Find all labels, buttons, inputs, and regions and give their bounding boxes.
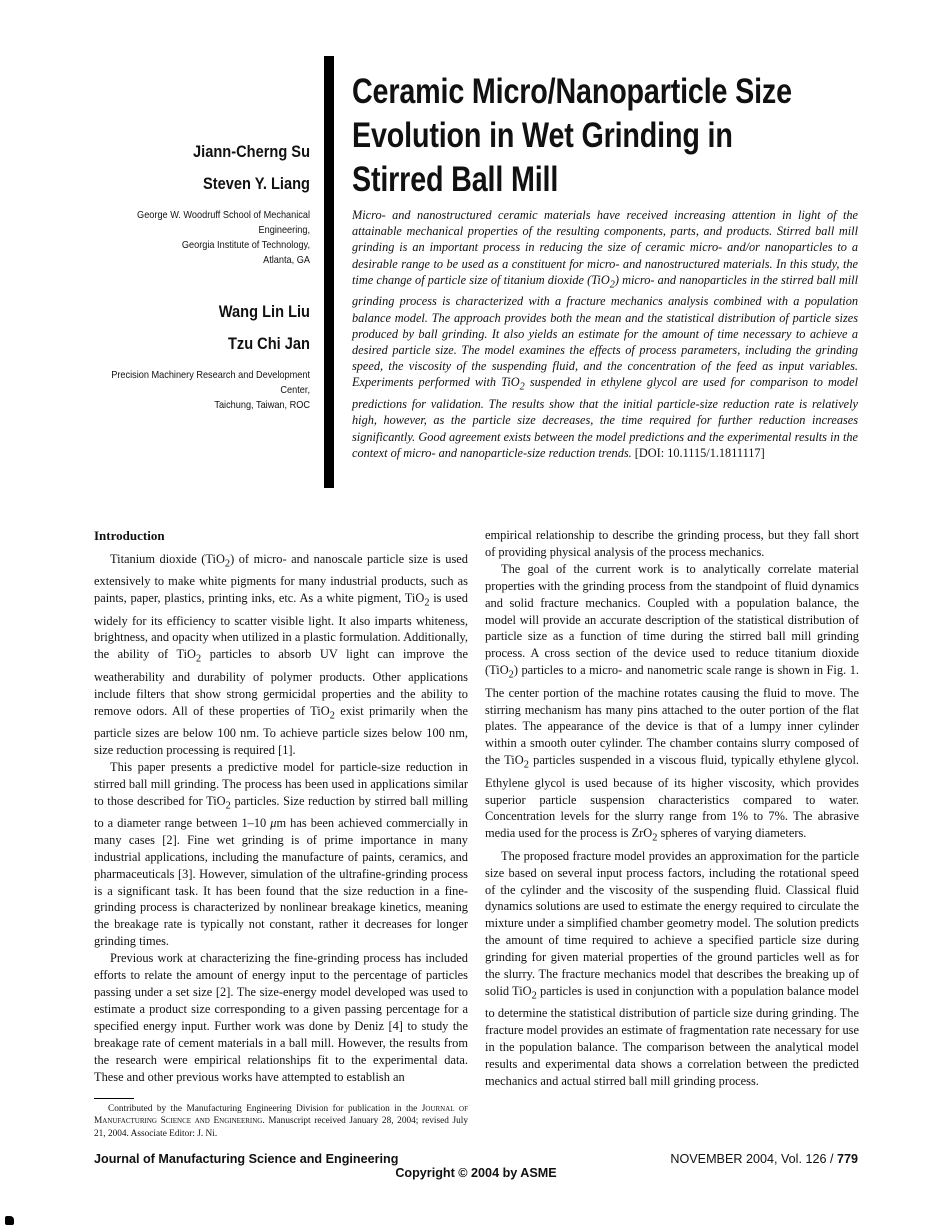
abstract: Micro- and nanostructured ceramic materials have received increasing attention in light of the attainable mechanical properties of the resulting components, parts, and products. Stirred ball mill grinding is an important process in reducing the size of ceramic micro- and/or nanoparticles to a desirable range to be used as a constituent for micro- and nanostructured materials. In this study, the time change of particle size of titanium dioxide (TiO$_2$) micro- and nanoparticles in the stirred ball mill grinding process is characterized with a fracture mechanics analysis combined with a population balance model. The approach provides both the mean and the statistical distribution of particle sizes produced by ball grinding. It also yields an estimate for the amount of time necessary to achieve a desired particle size. The model examines the effects of process parameters, including the grinding speed, the viscosity of the suspending fluid, and the concentration of the feed as input variables. Experiments performed with TiO$_2$ suspended in ethylene glycol are used for comparison to model predictions for validation. The results show that the initial particle-size reduction rate is relatively high, however, as the particle size decreases, the time required for further reduction increases significantly. Good agreement exists between the model predictions and the experimental results in the context of micro- and nanoparticle-size reduction trends. [DOI: 10.1115/1.1811117]	[352, 208, 858, 460]
body-column-right	[485, 527, 859, 1090]
journal-name: Journal of Manufacturing Science and Engineering	[94, 1152, 399, 1166]
author-name: Jiann-Cherng Su	[193, 142, 310, 161]
paragraph: The proposed fracture model provides an approximation for the particle size based on several input process factors, including the rotational speed of the cylinder and the viscosity of the suspending fluid. Classical fluid dynamics solutions are used to estimate the energy required to circulate the mixture under a simplified chamber geometry model. The solution predicts the amount of time required to achieve a specified particle size during grinding for given material properties of the ground particles well as for the slurry. The fracture mechanics model that describes the breaking up of solid TiO$_2$ particles is used in conjunction with a population balance model to determine the statistical distribution of particle size during grinding. The fracture model provides an estimate of fragmentation rate necessary for use in the population balance. The comparison between the analytical model results and experimental data shows a correlation between the predicted mechanics and actual stirred ball mill grinding process.	[485, 848, 860, 1088]
footnote: Contributed by the Manufacturing Engineering Division for publication in the Journal of Manufacturing Science and Engineering. Manuscript received January 28, 2004; revised July 21, 2004. Associate Editor: J. Ni.	[94, 1104, 468, 1139]
body-column-left	[94, 528, 468, 1085]
author-name: Tzu Chi Jan	[227, 334, 310, 353]
author-name: Wang Lin Liu	[218, 302, 310, 321]
title-divider-bar	[324, 56, 334, 488]
paragraph: empirical relationship to describe the grinding process, but they fall short of providing physical analysis of the process mechanics.	[485, 528, 859, 559]
paragraph: The goal of the current work is to analytically correlate material properties with the grinding process from the standpoint of fluid dynamics and solid fracture mechanics. Coupled with a population balance, the model will provide an accurate description of the statistical distribution of particle size as a function of time during the stirred ball mill grinding process. A cross section of the device used to reduce titanium dioxide (TiO$_2$) particles to a micro- and nanometric scale range is shown in Fig. 1. The center portion of the machine rotates causing the fluid to move. The stirring mechanism has many pins attached to the outer portion of the flat plates. The appearance of the device is that of a lumpy inner cylinder within a smooth outer cylinder. The chamber contains slurry composed of the TiO$_2$ particles suspended in a viscous fluid, typically ethylene glycol. Ethylene glycol is used because of its higher viscosity, which provides superior particle suspension characteristics compared to water. Concentration levels for the slurry range from 1% to 7%. The abrasive media used for the process is ZrO$_2$ spheres of varying diameters.	[485, 561, 859, 844]
section-heading: Introduction	[94, 528, 165, 543]
affiliation: Precision Machinery Research and Development Center, Taichung, Taiwan, ROC	[111, 370, 310, 411]
corner-mark-icon	[5, 1216, 14, 1225]
paper-title: Ceramic Micro/Nanoparticle Size Evolution in Wet Grinding in Stirred Ball Mill	[352, 72, 792, 199]
footnote-rule	[94, 1098, 134, 1099]
paragraph: This paper presents a predictive model for particle-size reduction in stirred ball mill grinding. The process has been used in applications similar to those described for TiO$_2$ particles. Size reduction by stirred ball milling to a diameter range between 1–10 μm has been achieved commercially in many cases [2]. Fine wet grinding is of prime importance in many industrial applications, including the manufacture of paints, ceramics, and pharmaceuticals [3]. However, simulation of the ultrafine-grinding process is a significant task. It has been found that the size reduction in a fine-grinding process is characterized by nonlinear breakage kinetics, meaning the breakage rate is typically not constant, rather it decreases for longer grinding times.	[94, 759, 468, 949]
page-number: 779	[836, 1152, 858, 1166]
author-name: Steven Y. Liang	[203, 174, 310, 193]
doi: [DOI: 10.1115/1.1811117]	[634, 445, 765, 460]
affiliation: George W. Woodruff School of Mechanical Engineering, Georgia Institute of Technology, Atlanta, GA	[137, 210, 310, 266]
issue-info: NOVEMBER 2004, Vol. 126 / 779	[670, 1152, 858, 1166]
paragraph: Titanium dioxide (TiO$_2$) of micro- and nanoscale particle size is used extensively to make white pigments for many industrial products, such as paints, paper, plastics, printing inks, etc. As a white pigment, TiO$_2$ is used widely for its efficiency to scatter visible light. It also imparts whiteness, brightness, and opacity when utilized in a plastic formulation. Additionally, the ability of TiO$_2$ particles to absorb UV light can improve the weatherability and durability of polymer products. Other applications include filters that show strong germicidal properties and the ability to remove odors. All of these properties of TiO$_2$ exist primarily when the particle sizes are below 100 nm. To achieve particle sizes below 100 nm, size reduction processing is required [1].	[94, 551, 469, 757]
paragraph: Previous work at characterizing the fine-grinding process has included efforts to relate the amount of energy input to the percentage of particles passing under a set size [2]. The size-energy model developed was used to estimate a product size corresponding to a given passing percentage for a specified energy input. Further work was done by Deniz [4] to study the breakage rate of cement materials in a ball mill. However, the results from the research were empirical relationships fit to the experimental data. These and other previous works have attempted to establish an	[94, 951, 468, 1084]
author-block	[80, 136, 310, 441]
copyright: Copyright © 2004 by ASME	[395, 1166, 557, 1180]
